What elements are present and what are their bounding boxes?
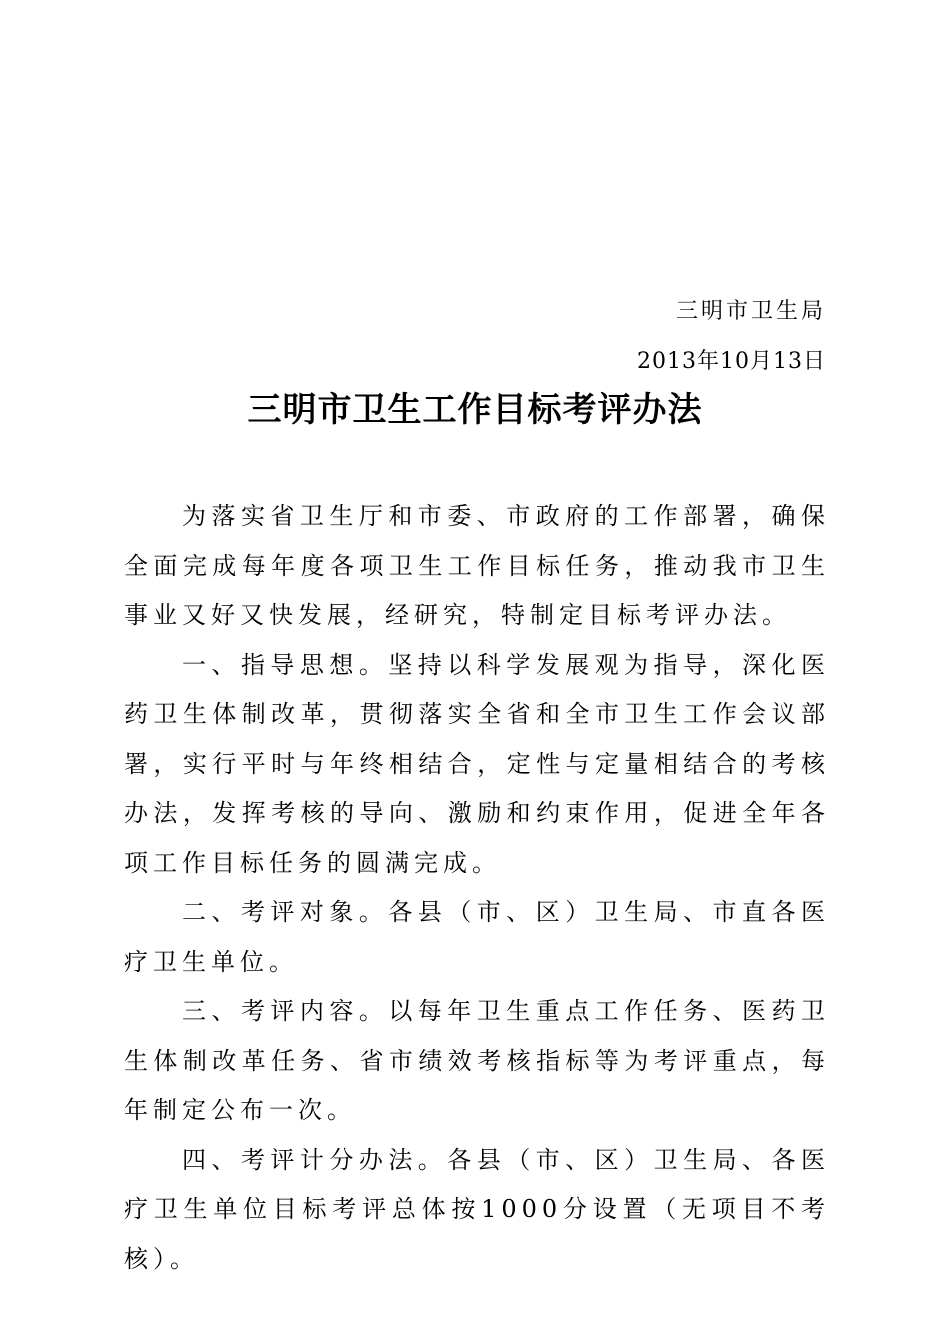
paragraph-evaluation-content: 三、考评内容。以每年卫生重点工作任务、医药卫生体制改革任务、省市绩效考核指标等为考评重点，每年制定公布一次。: [124, 997, 830, 1124]
issuing-organization: 三明市卫生局: [675, 299, 826, 324]
paragraph-intro: 为落实省卫生厅和市委、市政府的工作部署，确保全面完成每年度各项卫生工作目标任务，推动我市卫生事业又好又快发展，经研究，特制定目标考评办法。: [124, 502, 830, 629]
paragraph-scoring-method: 四、考评计分办法。各县（市、区）卫生局、各医疗卫生单位目标考评总体按1000分设置（无项目不考核）。: [124, 1145, 830, 1273]
document-title: 三明市卫生工作目标考评办法: [247, 390, 703, 430]
paragraph-guiding-ideology: 一、指导思想。坚持以科学发展观为指导，深化医药卫生体制改革，贯彻落实全省和全市卫生工作会议部署，实行平时与年终相结合，定性与定量相结合的考核办法，发挥考核的导向、激励和约束作用，促进全年各项工作目标任务的圆满完成。: [124, 650, 830, 877]
document-body: [124, 492, 830, 1284]
issue-date: 2013年10月13日: [637, 349, 826, 374]
paragraph-evaluation-targets: 二、考评对象。各县（市、区）卫生局、市直各医疗卫生单位。: [124, 898, 830, 976]
